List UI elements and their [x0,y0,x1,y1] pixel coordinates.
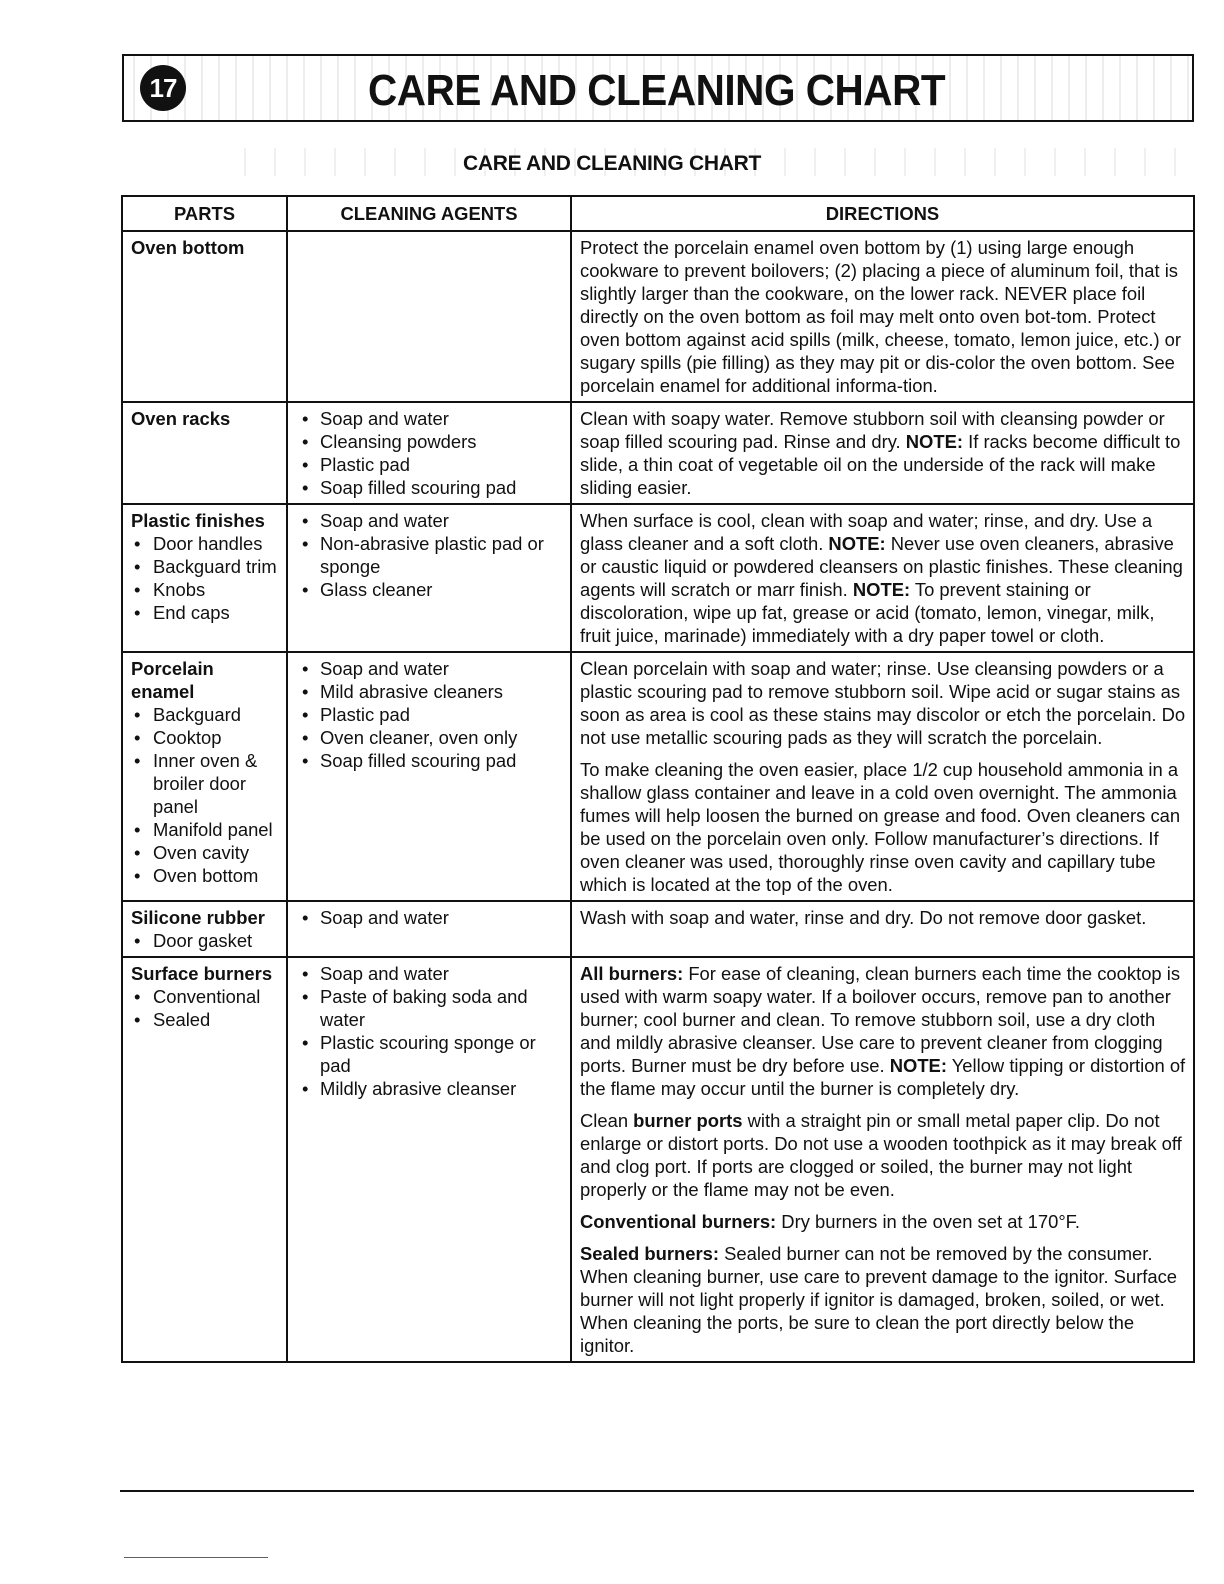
part-items-list [131,703,280,887]
part-name: Plastic finishes [131,510,265,531]
cleaning-agents-cell [287,504,571,652]
directions-cell [571,901,1194,957]
page-header [122,54,1194,122]
table-row [122,504,1194,652]
cleaning-agents-cell [287,957,571,1362]
cleaning-agents-cell [287,901,571,957]
cleaning-agent-item: • Soap and water [296,906,564,929]
part-item: • Manifold panel [131,818,280,841]
cleaning-agents-list [296,906,564,929]
parts-cell [122,957,287,1362]
part-item: • Oven bottom [131,864,280,887]
cleaning-agents-list [296,509,564,601]
part-item: • Conventional [131,985,280,1008]
parts-cell [122,901,287,957]
cleaning-agent-item: • Cleansing powders [296,430,564,453]
part-item: • Door gasket [131,929,280,952]
bottom-divider [120,1490,1194,1492]
part-item: • Cooktop [131,726,280,749]
cleaning-agent-item: • Mildly abrasive cleanser [296,1077,564,1100]
cleaning-agent-item: • Soap and water [296,657,564,680]
table-body [122,231,1194,1362]
cleaning-agent-item: • Soap and water [296,962,564,985]
cleaning-agents-list [296,962,564,1100]
cleaning-agent-item: • Mild abrasive cleaners [296,680,564,703]
table-row [122,957,1194,1362]
cleaning-agent-item: • Soap and water [296,509,564,532]
cleaning-agent-item: • Plastic scouring sponge or pad [296,1031,564,1077]
cleaning-agent-item: • Plastic pad [296,703,564,726]
part-item: • Door handles [131,532,280,555]
parts-cell [122,504,287,652]
cleaning-agents-cell [287,652,571,901]
table-row [122,901,1194,957]
parts-cell [122,402,287,504]
cleaning-agents-list [296,657,564,772]
part-item: • Inner oven & broiler door panel [131,749,280,818]
part-items-list [131,532,280,624]
care-cleaning-table [121,195,1195,1363]
cleaning-agent-item: • Non-abrasive plastic pad or sponge [296,532,564,578]
cleaning-agents-cell [287,402,571,504]
direction-paragraph: Clean burner ports with a straight pin or small metal paper clip. Do not enlarge or distort ports. Do not use a wooden toothpick as it may break off and clog port. If ports are clogged or soiled, the burner may not light properly or the flame may not be even. [580,1110,1182,1200]
part-item: • Oven cavity [131,841,280,864]
cleaning-agent-item: • Plastic pad [296,453,564,476]
parts-cell [122,231,287,402]
footer-link-underline [124,1557,268,1558]
directions-cell [571,504,1194,652]
direction-paragraph: When surface is cool, clean with soap and water; rinse, and dry. Use a glass cleaner and a soft cloth. NOTE: Never use oven cleaners, abrasive or caustic liquid or powdered cleansers on plastic finishes. These cleaning agents will scratch or marr finish. NOTE: To prevent staining or discoloration, wipe up fat, grease or acid (tomato, lemon, vinegar, milk, fruit juice, marinade) immediately with a dry paper towel or cloth. [580,510,1183,646]
cleaning-agent-item: • Soap filled scouring pad [296,476,564,499]
table-header-row [122,196,1194,231]
direction-paragraph: All burners: For ease of cleaning, clean burners each time the cooktop is used with warm soapy water. If a boilover occurs, remove pan to another burner; cool burner and clean. To remove stubborn soil, use a dry cloth and mildly abrasive cleanser. Use care to prevent cleaner from clogging ports. Burner must be dry before use. NOTE: Yellow tipping or distortion of the flame may occur until the burner is completely dry. [580,963,1186,1099]
part-item: • End caps [131,601,280,624]
direction-paragraph: Clean with soapy water. Remove stubborn soil with cleansing powder or soap filled scouring pad. Rinse and dry. NOTE: If racks become difficult to slide, a thin coat of vegetable oil on the underside of the rack will make sliding easier. [580,408,1181,498]
table-row [122,402,1194,504]
part-items-list [131,929,280,952]
cleaning-agent-item: • Oven cleaner, oven only [296,726,564,749]
part-name: Surface burners [131,963,273,984]
cleaning-agent-item: • Glass cleaner [296,578,564,601]
parts-cell [122,652,287,901]
direction-paragraph: Clean porcelain with soap and water; rinse. Use cleansing powders or a plastic scouring pad to remove stubborn soil. Wipe acid or sugar stains as soon as area is cool as these stains may discolor or etch the porcelain. Do not use metallic scouring pads as they will scratch the porcelain. [580,658,1186,748]
directions-cell [571,402,1194,504]
cleaning-agent-item: • Soap filled scouring pad [296,749,564,772]
column-header-directions: DIRECTIONS [571,196,1194,231]
direction-paragraph: Wash with soap and water, rinse and dry. Do not remove door gasket. [580,907,1147,928]
direction-paragraph: Sealed burners: Sealed burner can not be removed by the consumer. When cleaning burner, use care to prevent damage to the ignitor. Surface burner will not light properly if ignitor is damaged, broken, soiled, or wet. When cleaning the ports, be sure to clean the port directly below the ignitor. [580,1243,1178,1356]
part-item: • Knobs [131,578,280,601]
cleaning-agents-cell [287,231,571,402]
column-header-parts: PARTS [122,196,287,231]
part-item: • Backguard trim [131,555,280,578]
page-title: CARE AND CLEANING CHART [368,66,946,115]
direction-paragraph: Protect the porcelain enamel oven bottom by (1) using large enough cookware to prevent boilovers; (2) placing a piece of aluminum foil, that is slightly larger than the cookware, on the lower rack. NEVER place foil directly on the oven bottom as foil may melt onto oven bot-tom. Protect oven bottom against acid spills (milk, cheese, tomato, lemon juice, etc.) or sugary spills (pie filling) as they may pit or dis-color the oven bottom. See porcelain enamel for additional informa-tion. [580,237,1182,396]
part-item: • Backguard [131,703,280,726]
cleaning-agent-item: • Paste of baking soda and water [296,985,564,1031]
table-row [122,652,1194,901]
part-item: • Sealed [131,1008,280,1031]
directions-cell [571,652,1194,901]
cleaning-agent-item: • Soap and water [296,407,564,430]
chart-subtitle: CARE AND CLEANING CHART [463,152,761,175]
cleaning-agents-list [296,407,564,499]
directions-cell [571,957,1194,1362]
part-items-list [131,985,280,1031]
direction-paragraph: Conventional burners: Dry burners in the oven set at 170°F. [580,1211,1080,1232]
table-row [122,231,1194,402]
directions-cell [571,231,1194,402]
part-name: Oven bottom [131,237,245,258]
column-header-cleaning-agents: CLEANING AGENTS [287,196,571,231]
part-name: Silicone rubber [131,907,265,928]
part-name: Porcelain enamel [131,658,214,702]
direction-paragraph: To make cleaning the oven easier, place 1/2 cup household ammonia in a shallow glass container and leave in a cold oven overnight. The ammonia fumes will help loosen the burned on grease and food. Oven cleaners can be used on the porcelain oven only. Follow manufacturer’s directions. If oven cleaner was used, thoroughly rinse oven cavity and capillary tube which is located at the top of the oven. [580,759,1181,895]
page-number-badge: 17 [140,65,186,111]
part-name: Oven racks [131,408,231,429]
